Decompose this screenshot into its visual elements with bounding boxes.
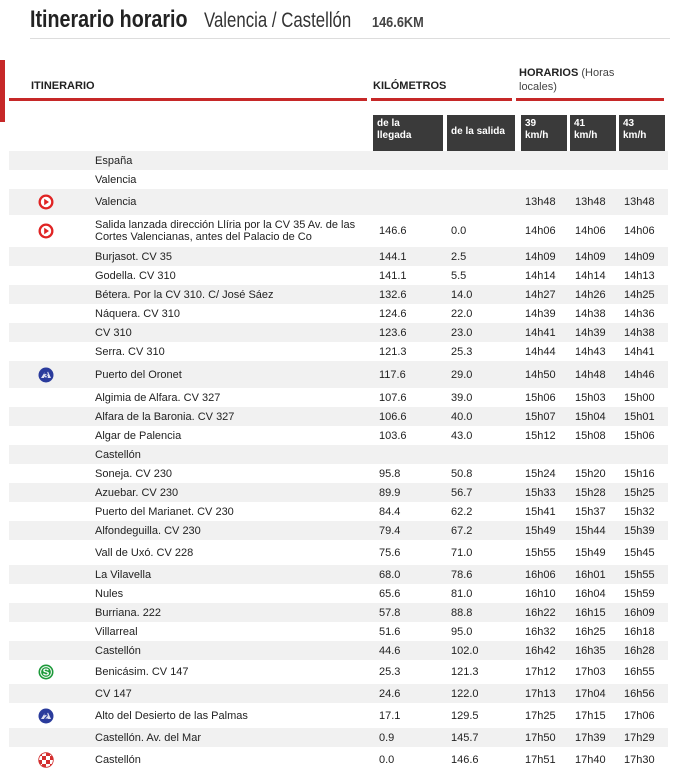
row-time-43: 16h18 [624,625,655,638]
table-row [9,660,668,684]
row-time-39: 16h32 [525,625,556,638]
row-time-43: 15h01 [624,410,655,423]
table-row [9,215,668,247]
row-time-43: 15h45 [624,546,655,559]
row-time-41: 17h39 [575,731,606,744]
table-row [9,622,668,641]
row-place-name: CV 310 [95,326,132,339]
row-place-name: La Vilavella [95,568,152,581]
row-place-name: Algimia de Alfara. CV 327 [95,391,221,404]
row-km-llegada: 17.1 [379,709,401,722]
header-horarios-note: (Horas [581,67,615,79]
col-speed-39 [521,115,567,151]
row-time-39: 16h22 [525,606,556,619]
row-time-43: 17h30 [624,754,655,766]
row-time-43: 14h13 [624,269,655,282]
row-km-salida: 102.0 [451,644,479,657]
row-km-salida: 95.0 [451,625,473,638]
row-time-41: 15h04 [575,410,606,423]
row-km-salida: 2.5 [451,250,467,263]
col-speed-41-value: 41 [574,118,586,129]
row-time-39: 13h48 [525,196,556,208]
row-km-salida: 146.6 [451,754,479,766]
row-km-llegada: 25.3 [379,666,401,678]
row-time-43: 15h59 [624,587,655,600]
row-time-39: 15h07 [525,410,556,423]
table-row [9,285,668,304]
row-time-39: 15h49 [525,524,556,537]
row-time-41: 17h04 [575,687,606,700]
row-place-name: Bétera. Por la CV 310. C/ José Sáez [95,288,274,301]
row-place-name: Castellón. Av. del Mar [95,731,201,744]
row-km-salida: 78.6 [451,568,473,581]
row-time-41: 14h43 [575,345,606,358]
table-row [9,323,668,342]
table-row [9,266,668,285]
row-km-llegada: 84.4 [379,505,401,518]
left-accent-bar [0,60,5,122]
row-time-39: 16h42 [525,644,556,657]
row-time-43: 14h06 [624,225,655,237]
row-place-name: Azuebar. CV 230 [95,486,179,499]
row-time-39: 17h12 [525,666,556,678]
row-time-39: 14h39 [525,307,556,320]
col-km-salida-label: de la salida [451,126,505,137]
row-time-39: 15h12 [525,429,556,442]
row-time-41: 14h39 [575,326,606,339]
row-place-name: Burjasot. CV 35 [95,250,173,263]
row-km-salida: 39.0 [451,391,473,404]
row-time-39: 17h50 [525,731,556,744]
row-time-43: 16h56 [624,687,655,700]
row-km-salida: 81.0 [451,587,473,600]
svg-text:2: 2 [43,712,49,721]
row-km-salida: 25.3 [451,345,473,358]
row-time-39: 14h14 [525,269,556,282]
row-km-llegada: 106.6 [379,410,407,423]
row-place-name: Algar de Palencia [95,429,182,442]
row-time-39: 17h51 [525,754,556,766]
row-km-llegada: 79.4 [379,524,401,537]
row-km-salida: 88.8 [451,606,473,619]
row-km-llegada: 123.6 [379,326,407,339]
table-row [9,483,668,502]
page-title: Itinerario horario [30,6,188,33]
row-time-39: 17h25 [525,709,556,722]
row-time-43: 15h32 [624,505,655,518]
row-time-41: 17h03 [575,666,606,678]
row-place-name: Puerto del Marianet. CV 230 [95,505,234,518]
row-time-43: 16h28 [624,644,655,657]
row-place-name: Náquera. CV 310 [95,307,180,320]
row-time-39: 14h09 [525,250,556,263]
header-horarios-note-2: locales) [519,81,557,93]
row-place-name: Villarreal [95,625,138,638]
row-time-41: 15h20 [575,467,606,480]
row-km-salida: 50.8 [451,467,473,480]
row-place-name: Alto del Desierto de las Palmas [95,709,248,722]
row-time-43: 15h25 [624,486,655,499]
row-time-43: 14h25 [624,288,655,301]
row-place-name: Alfara de la Baronia. CV 327 [95,410,235,423]
row-time-41: 14h09 [575,250,606,263]
row-place-name: Alfondeguilla. CV 230 [95,524,201,537]
play-start-icon [38,223,54,239]
header-itinerario: ITINERARIO [31,80,95,92]
table-row [9,747,668,773]
table-row [9,247,668,266]
row-time-41: 16h15 [575,606,606,619]
row-km-llegada: 132.6 [379,288,407,301]
row-time-39: 15h55 [525,546,556,559]
row-time-43: 16h09 [624,606,655,619]
col-speed-39-value: 39 [525,118,537,129]
row-time-43: 17h29 [624,731,655,744]
table-row [9,584,668,603]
row-place-name: Serra. CV 310 [95,345,165,358]
svg-text:S: S [42,667,50,679]
table-row [9,728,668,747]
row-km-salida: 56.7 [451,486,473,499]
row-km-llegada: 51.6 [379,625,401,638]
row-time-41: 15h28 [575,486,606,499]
table-row [9,565,668,584]
row-km-llegada: 0.0 [379,754,395,766]
col-km-llegada-line1: de la [377,118,400,129]
row-km-salida: 67.2 [451,524,473,537]
row-time-43: 14h38 [624,326,655,339]
row-time-43: 15h16 [624,467,655,480]
row-place-name: Salida lanzada dirección Llíria por la CV 35 Av. de las Cortes Valencianas, antes del Palacio de Co [95,219,356,243]
col-km-llegada-line2: llegada [377,130,412,141]
table-row [9,464,668,483]
row-place-name: Soneja. CV 230 [95,467,173,480]
row-time-39: 14h41 [525,326,556,339]
itinerario-underline [9,98,367,101]
row-km-llegada: 68.0 [379,568,401,581]
row-time-43: 13h48 [624,196,655,208]
row-place-name: Vall de Uxó. CV 228 [95,546,194,559]
row-km-salida: 23.0 [451,326,473,339]
row-km-llegada: 107.6 [379,391,407,404]
row-time-39: 15h06 [525,391,556,404]
row-km-llegada: 0.9 [379,731,395,744]
table-row [9,603,668,622]
row-km-salida: 22.0 [451,307,473,320]
table-row [9,641,668,660]
row-km-llegada: 144.1 [379,250,407,263]
row-km-salida: 122.0 [451,687,479,700]
row-km-salida: 5.5 [451,269,467,282]
row-time-39: 16h06 [525,568,556,581]
row-place-name: España [95,154,133,167]
row-time-43: 15h39 [624,524,655,537]
table-row [9,361,668,388]
row-km-llegada: 103.6 [379,429,407,442]
col-speed-43-value: 43 [623,118,635,129]
row-time-39: 15h41 [525,505,556,518]
row-time-41: 16h04 [575,587,606,600]
row-km-llegada: 146.6 [379,225,407,237]
row-km-salida: 121.3 [451,666,479,678]
row-time-39: 17h13 [525,687,556,700]
row-place-name: Benicásim. CV 147 [95,666,189,678]
row-km-llegada: 24.6 [379,687,401,700]
row-time-43: 14h41 [624,345,655,358]
table-row [9,521,668,540]
mountain-3-icon [38,367,54,383]
row-place-name: Castellón [95,754,141,766]
row-time-41: 14h38 [575,307,606,320]
row-km-salida: 14.0 [451,288,473,301]
header-horarios-label: HORARIOS [519,67,579,79]
row-km-llegada: 121.3 [379,345,407,358]
col-speed-41 [570,115,616,151]
table-row [9,540,668,565]
row-place-name: Puerto del Oronet [95,368,182,381]
row-km-llegada: 141.1 [379,269,407,282]
table-row [9,342,668,361]
row-place-name: Nules [95,587,124,600]
row-time-41: 16h01 [575,568,606,581]
row-time-41: 13h48 [575,196,606,208]
row-km-llegada: 44.6 [379,644,401,657]
row-time-39: 16h10 [525,587,556,600]
row-time-41: 14h06 [575,225,606,237]
row-km-llegada: 117.6 [379,368,406,381]
row-km-llegada: 95.8 [379,467,401,480]
col-km-llegada [373,115,443,151]
title-divider [30,38,670,39]
row-time-43: 15h00 [624,391,655,404]
row-time-41: 14h48 [575,368,606,381]
col-speed-39-unit: km/h [525,130,549,141]
table-row [9,189,668,215]
row-km-salida: 43.0 [451,429,473,442]
row-time-41: 14h26 [575,288,606,301]
row-time-41: 15h49 [575,546,606,559]
table-row [9,388,668,407]
row-place-name: Burriana. 222 [95,606,162,619]
row-time-43: 14h36 [624,307,655,320]
row-time-39: 14h27 [525,288,556,301]
row-time-39: 14h44 [525,345,556,358]
row-place-name: Valencia [95,173,137,186]
row-km-llegada: 57.8 [379,606,401,619]
table-row [9,407,668,426]
row-km-salida: 145.7 [451,731,479,744]
row-km-salida: 71.0 [451,546,473,559]
row-time-39: 14h50 [525,368,556,381]
play-start-icon [38,194,54,210]
mountain-2-icon [38,708,54,724]
row-km-llegada: 89.9 [379,486,401,499]
header-horarios [519,66,669,94]
row-time-41: 17h40 [575,754,606,766]
row-km-salida: 29.0 [451,368,473,381]
row-place-name: Godella. CV 310 [95,269,176,282]
row-time-41: 16h25 [575,625,606,638]
row-km-llegada: 124.6 [379,307,407,320]
table-row [9,426,668,445]
horarios-underline [516,98,664,101]
route-distance: 146.6KM [372,14,424,31]
row-km-salida: 0.0 [451,225,467,237]
sprint-icon [38,664,54,680]
finish-flag-icon [38,752,54,768]
row-km-salida: 40.0 [451,410,473,423]
row-time-41: 15h08 [575,429,606,442]
header-kilometros: KILÓMETROS [373,80,447,92]
col-speed-43 [619,115,665,151]
kilometros-underline [371,98,512,101]
row-time-41: 17h15 [575,709,606,722]
table-row [9,684,668,703]
row-place-name: Castellón [95,448,141,461]
table-row [9,445,668,464]
row-time-43: 16h55 [624,666,655,678]
row-time-41: 16h35 [575,644,606,657]
col-speed-43-unit: km/h [623,130,647,141]
row-time-41: 15h03 [575,391,606,404]
row-km-salida: 129.5 [451,709,479,722]
row-time-41: 15h44 [575,524,606,537]
row-time-43: 14h46 [624,368,655,381]
table-row [9,304,668,323]
col-speed-41-unit: km/h [574,130,598,141]
page-title-row [30,6,433,36]
row-time-39: 15h24 [525,467,556,480]
route-name: Valencia / Castellón [204,9,352,32]
row-time-41: 14h14 [575,269,606,282]
row-km-llegada: 75.6 [379,546,401,559]
row-time-39: 15h33 [525,486,556,499]
row-place-name: Castellón [95,644,141,657]
table-row [9,151,668,170]
row-time-39: 14h06 [525,225,556,237]
row-km-llegada: 65.6 [379,587,401,600]
svg-text:3: 3 [43,371,49,380]
row-time-43: 14h09 [624,250,655,263]
row-place-name: Valencia [95,196,137,208]
table-row [9,703,668,728]
row-time-43: 15h06 [624,429,655,442]
row-time-43: 17h06 [624,709,655,722]
itinerary-table [9,151,668,773]
table-row [9,170,668,189]
row-time-43: 15h55 [624,568,655,581]
row-place-name: CV 147 [95,687,132,700]
row-time-41: 15h37 [575,505,606,518]
table-row [9,502,668,521]
row-km-salida: 62.2 [451,505,473,518]
col-km-salida [447,115,515,151]
